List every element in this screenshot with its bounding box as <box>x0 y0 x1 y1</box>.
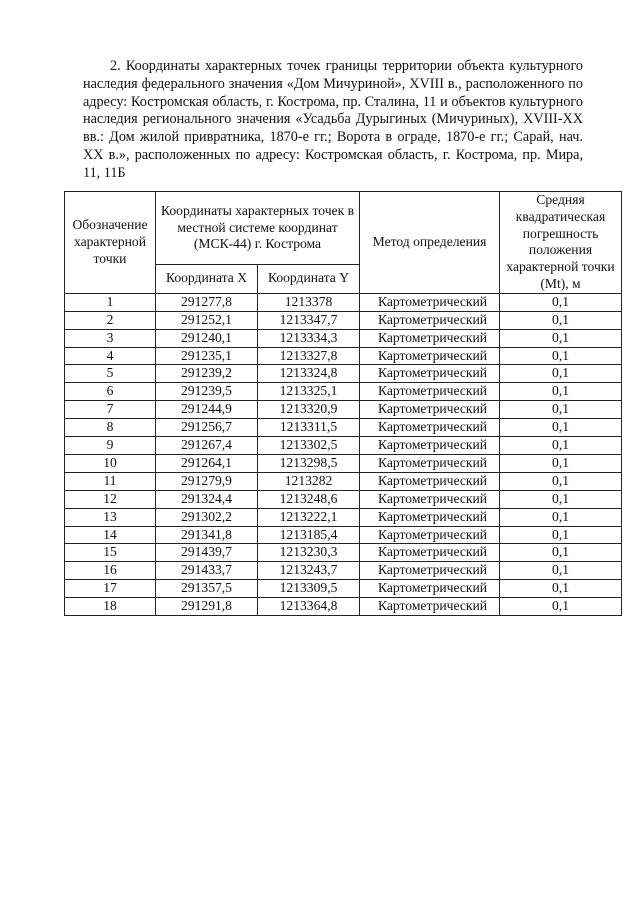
cell-coord-y: 1213325,1 <box>258 383 360 401</box>
cell-point: 8 <box>65 419 156 437</box>
coordinates-table <box>64 191 622 616</box>
cell-method: Картометрический <box>360 526 500 544</box>
cell-method: Картометрический <box>360 562 500 580</box>
section-paragraph: 2. Координаты характерных точек границы территории объекта культурного наследия федерального значения «Дом Мичуриной», XVIII в., расположенного по адресу: Костромская область, г. Кострома, пр. Сталина, 11 и объектов культурного наследия регионального значения «Усадьба Дурыгиных (Мичуриных), XVIII-XX вв.: Дом жилой привратника, 1870-е гг.; Ворота в ограде, 1870-е гг.; Сарай, нач. XX в.», расположенных по адресу: Костромская область, г. Кострома, пр. Мира, 11, 11Б <box>83 58 583 181</box>
cell-error: 0,1 <box>500 490 622 508</box>
cell-coord-y: 1213222,1 <box>258 508 360 526</box>
cell-error: 0,1 <box>500 508 622 526</box>
cell-coord-x: 291324,4 <box>156 490 258 508</box>
cell-method: Картометрический <box>360 490 500 508</box>
cell-method: Картометрический <box>360 419 500 437</box>
cell-coord-y: 1213347,7 <box>258 311 360 329</box>
cell-error: 0,1 <box>500 383 622 401</box>
table-row <box>65 383 622 401</box>
cell-error: 0,1 <box>500 562 622 580</box>
header-method: Метод определения <box>360 192 500 294</box>
cell-point: 4 <box>65 347 156 365</box>
cell-error: 0,1 <box>500 454 622 472</box>
cell-coord-x: 291252,1 <box>156 311 258 329</box>
cell-point: 3 <box>65 329 156 347</box>
cell-coord-x: 291279,9 <box>156 472 258 490</box>
header-point: Обозначение характерной точки <box>65 192 156 294</box>
cell-coord-y: 1213248,6 <box>258 490 360 508</box>
cell-coord-x: 291239,2 <box>156 365 258 383</box>
cell-point: 6 <box>65 383 156 401</box>
cell-coord-y: 1213302,5 <box>258 437 360 455</box>
table-row <box>65 544 622 562</box>
cell-method: Картометрический <box>360 401 500 419</box>
cell-method: Картометрический <box>360 311 500 329</box>
table-row <box>65 329 622 347</box>
cell-coord-x: 291433,7 <box>156 562 258 580</box>
cell-point: 7 <box>65 401 156 419</box>
cell-point: 12 <box>65 490 156 508</box>
cell-point: 2 <box>65 311 156 329</box>
cell-method: Картометрический <box>360 293 500 311</box>
cell-coord-x: 291439,7 <box>156 544 258 562</box>
header-error: Средняя квадратическая погрешность положения характерной точки (Mt), м <box>500 192 622 294</box>
cell-coord-y: 1213334,3 <box>258 329 360 347</box>
table-row <box>65 401 622 419</box>
cell-coord-y: 1213378 <box>258 293 360 311</box>
cell-error: 0,1 <box>500 437 622 455</box>
cell-coord-y: 1213185,4 <box>258 526 360 544</box>
table-row <box>65 419 622 437</box>
cell-error: 0,1 <box>500 580 622 598</box>
cell-method: Картометрический <box>360 383 500 401</box>
cell-coord-x: 291256,7 <box>156 419 258 437</box>
cell-point: 9 <box>65 437 156 455</box>
cell-error: 0,1 <box>500 419 622 437</box>
table-row <box>65 311 622 329</box>
table-row <box>65 508 622 526</box>
header-coordinates-group: Координаты характерных точек в местной системе координат (МСК-44) г. Кострома <box>156 192 360 265</box>
cell-method: Картометрический <box>360 454 500 472</box>
cell-coord-x: 291291,8 <box>156 598 258 616</box>
table-row <box>65 526 622 544</box>
header-coord-y: Координата Y <box>258 264 360 293</box>
cell-method: Картометрический <box>360 598 500 616</box>
cell-error: 0,1 <box>500 472 622 490</box>
cell-method: Картометрический <box>360 437 500 455</box>
cell-point: 5 <box>65 365 156 383</box>
table-row <box>65 598 622 616</box>
cell-coord-y: 1213282 <box>258 472 360 490</box>
cell-method: Картометрический <box>360 329 500 347</box>
cell-error: 0,1 <box>500 329 622 347</box>
cell-method: Картометрический <box>360 472 500 490</box>
table-row <box>65 437 622 455</box>
cell-coord-y: 1213364,8 <box>258 598 360 616</box>
cell-point: 18 <box>65 598 156 616</box>
cell-coord-y: 1213320,9 <box>258 401 360 419</box>
cell-coord-y: 1213324,8 <box>258 365 360 383</box>
cell-coord-y: 1213243,7 <box>258 562 360 580</box>
cell-error: 0,1 <box>500 365 622 383</box>
table-row <box>65 365 622 383</box>
cell-coord-x: 291341,8 <box>156 526 258 544</box>
cell-coord-y: 1213309,5 <box>258 580 360 598</box>
cell-error: 0,1 <box>500 347 622 365</box>
cell-method: Картометрический <box>360 347 500 365</box>
cell-coord-x: 291357,5 <box>156 580 258 598</box>
cell-coord-y: 1213230,3 <box>258 544 360 562</box>
header-coord-x: Координата X <box>156 264 258 293</box>
cell-error: 0,1 <box>500 311 622 329</box>
cell-point: 1 <box>65 293 156 311</box>
cell-point: 15 <box>65 544 156 562</box>
cell-point: 14 <box>65 526 156 544</box>
table-row <box>65 580 622 598</box>
table-row <box>65 490 622 508</box>
cell-error: 0,1 <box>500 598 622 616</box>
cell-point: 17 <box>65 580 156 598</box>
cell-coord-x: 291235,1 <box>156 347 258 365</box>
cell-coord-x: 291264,1 <box>156 454 258 472</box>
cell-coord-x: 291277,8 <box>156 293 258 311</box>
cell-point: 11 <box>65 472 156 490</box>
table-row <box>65 562 622 580</box>
cell-point: 13 <box>65 508 156 526</box>
table-row <box>65 454 622 472</box>
cell-coord-y: 1213311,5 <box>258 419 360 437</box>
cell-error: 0,1 <box>500 526 622 544</box>
cell-method: Картометрический <box>360 544 500 562</box>
table-row <box>65 472 622 490</box>
cell-point: 16 <box>65 562 156 580</box>
cell-coord-y: 1213298,5 <box>258 454 360 472</box>
cell-coord-x: 291239,5 <box>156 383 258 401</box>
cell-point: 10 <box>65 454 156 472</box>
cell-error: 0,1 <box>500 401 622 419</box>
cell-error: 0,1 <box>500 544 622 562</box>
cell-method: Картометрический <box>360 508 500 526</box>
cell-method: Картометрический <box>360 580 500 598</box>
cell-error: 0,1 <box>500 293 622 311</box>
cell-method: Картометрический <box>360 365 500 383</box>
cell-coord-x: 291302,2 <box>156 508 258 526</box>
cell-coord-x: 291244,9 <box>156 401 258 419</box>
table-row <box>65 293 622 311</box>
cell-coord-x: 291240,1 <box>156 329 258 347</box>
cell-coord-y: 1213327,8 <box>258 347 360 365</box>
table-body <box>65 293 622 615</box>
table-row <box>65 347 622 365</box>
cell-coord-x: 291267,4 <box>156 437 258 455</box>
